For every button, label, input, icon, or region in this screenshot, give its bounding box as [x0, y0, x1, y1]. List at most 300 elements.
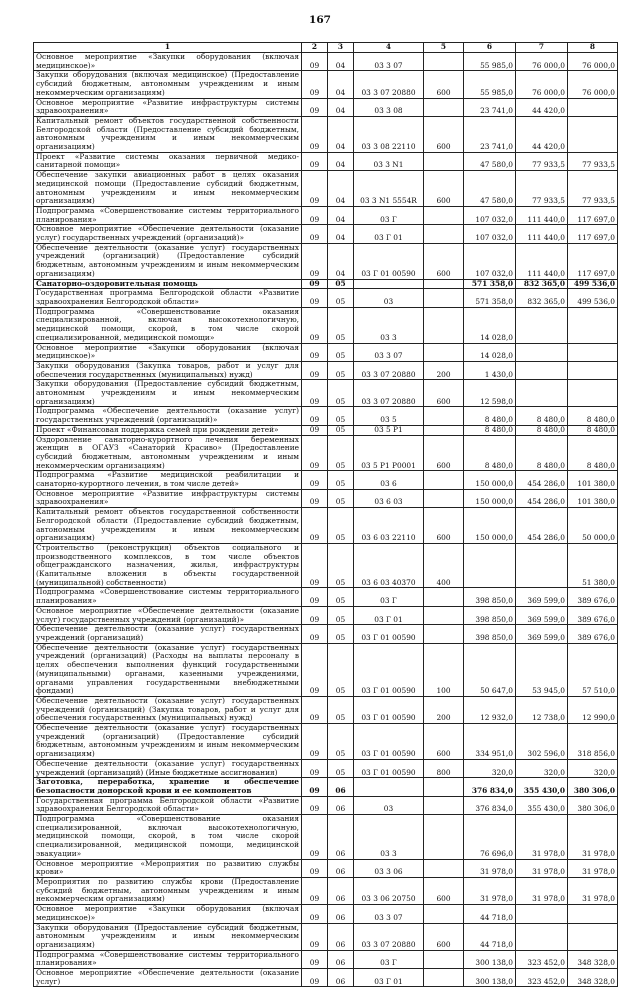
amount-year1-cell: 376 834,0: [464, 796, 516, 814]
section-code-cell: 09: [302, 625, 328, 643]
table-row: [34, 696, 618, 723]
row-name-cell: Основное мероприятие «Закупки оборудования (включая медицинское)»: [34, 343, 302, 361]
target-article-cell: 03 Г 01 00590: [354, 696, 424, 723]
expense-type-cell: [424, 969, 464, 987]
amount-year2-cell: 323 452,0: [516, 969, 568, 987]
target-article-cell: 03 3 08 22110: [354, 116, 424, 152]
amount-year2-cell: 832 365,0: [516, 279, 568, 289]
expense-type-cell: [424, 625, 464, 643]
amount-year3-cell: 50 000,0: [568, 508, 618, 544]
expense-type-cell: 600: [424, 508, 464, 544]
target-article-cell: 03 Г: [354, 950, 424, 968]
expense-type-cell: [424, 407, 464, 425]
amount-year3-cell: 117 697,0: [568, 225, 618, 243]
subsection-code-cell: 06: [328, 877, 354, 904]
section-code-cell: 09: [302, 905, 328, 923]
amount-year1-cell: 44 718,0: [464, 905, 516, 923]
table-row: [34, 435, 618, 471]
expense-type-cell: 100: [424, 643, 464, 696]
row-name-cell: Обеспечение деятельности (оказание услуг) государственных учреждений (организаций): [34, 625, 302, 643]
expense-type-cell: [424, 53, 464, 71]
expense-type-cell: 400: [424, 543, 464, 588]
budget-table: [33, 42, 618, 987]
amount-year1-cell: 107 032,0: [464, 225, 516, 243]
amount-year3-cell: 51 380,0: [568, 543, 618, 588]
amount-year2-cell: 44 420,0: [516, 116, 568, 152]
amount-year2-cell: 76 000,0: [516, 71, 568, 98]
amount-year1-cell: 12 598,0: [464, 380, 516, 407]
amount-year2-cell: 8 480,0: [516, 425, 568, 435]
section-code-cell: 09: [302, 543, 328, 588]
expense-type-cell: [424, 279, 464, 289]
subsection-code-cell: 04: [328, 243, 354, 279]
row-name-cell: Обеспечение деятельности (оказание услуг) государственных учреждений (организаций) (Иные бюджетные ассигнования): [34, 759, 302, 777]
amount-year2-cell: 369 599,0: [516, 606, 568, 624]
amount-year3-cell: 499 536,0: [568, 289, 618, 307]
amount-year2-cell: 454 286,0: [516, 471, 568, 489]
amount-year3-cell: 8 480,0: [568, 435, 618, 471]
amount-year2-cell: 8 480,0: [516, 407, 568, 425]
subsection-code-cell: 05: [328, 643, 354, 696]
expense-type-cell: [424, 307, 464, 343]
expense-type-cell: 600: [424, 380, 464, 407]
column-header: 6: [464, 43, 516, 53]
row-name-cell: Строительство (реконструкция) объектов социального и производственного комплексов, в том числе объектов общегражданского назначения, жилья, инфраструктуры (Капитальные вложения в объекты государственной (муниципальной) собственности): [34, 543, 302, 588]
table-row: [34, 343, 618, 361]
amount-year1-cell: 12 932,0: [464, 696, 516, 723]
table-row: [34, 877, 618, 904]
target-article-cell: 03 5: [354, 407, 424, 425]
amount-year2-cell: [516, 343, 568, 361]
subsection-code-cell: 04: [328, 53, 354, 71]
column-header: 8: [568, 43, 618, 53]
subsection-code-cell: 05: [328, 724, 354, 760]
row-name-cell: Основное мероприятие «Закупки оборудования (включая медицинское)»: [34, 905, 302, 923]
subsection-code-cell: 05: [328, 361, 354, 379]
subsection-code-cell: 04: [328, 152, 354, 170]
expense-type-cell: 600: [424, 877, 464, 904]
amount-year2-cell: 302 596,0: [516, 724, 568, 760]
amount-year2-cell: 832 365,0: [516, 289, 568, 307]
amount-year1-cell: 1 430,0: [464, 361, 516, 379]
row-name-cell: Санаторно-оздоровительная помощь: [34, 279, 302, 289]
amount-year3-cell: 117 697,0: [568, 206, 618, 224]
amount-year1-cell: 8 480,0: [464, 425, 516, 435]
expense-type-cell: [424, 905, 464, 923]
amount-year1-cell: 107 032,0: [464, 243, 516, 279]
amount-year2-cell: 8 480,0: [516, 435, 568, 471]
section-code-cell: 09: [302, 380, 328, 407]
table-row: [34, 489, 618, 507]
row-name-cell: Закупки оборудования (Закупка товаров, работ и услуг для обеспечения государственных (муниципальных) нужд): [34, 361, 302, 379]
target-article-cell: 03 Г 01 00590: [354, 724, 424, 760]
amount-year3-cell: 12 990,0: [568, 696, 618, 723]
table-row: [34, 643, 618, 696]
table-row: [34, 905, 618, 923]
subsection-code-cell: 05: [328, 407, 354, 425]
table-row: [34, 71, 618, 98]
section-code-cell: 09: [302, 877, 328, 904]
subsection-code-cell: 05: [328, 489, 354, 507]
expense-type-cell: 600: [424, 116, 464, 152]
amount-year1-cell: 8 480,0: [464, 407, 516, 425]
column-header: 4: [354, 43, 424, 53]
expense-type-cell: [424, 343, 464, 361]
section-code-cell: 09: [302, 206, 328, 224]
subsection-code-cell: 06: [328, 815, 354, 860]
amount-year1-cell: 31 978,0: [464, 859, 516, 877]
subsection-code-cell: 06: [328, 969, 354, 987]
section-code-cell: 09: [302, 923, 328, 950]
table-row: [34, 815, 618, 860]
section-code-cell: 09: [302, 815, 328, 860]
expense-type-cell: [424, 425, 464, 435]
amount-year1-cell: 55 985,0: [464, 53, 516, 71]
subsection-code-cell: 05: [328, 307, 354, 343]
table-row: [34, 289, 618, 307]
section-code-cell: 09: [302, 606, 328, 624]
amount-year1-cell: 150 000,0: [464, 471, 516, 489]
expense-type-cell: 200: [424, 361, 464, 379]
target-article-cell: 03 6: [354, 471, 424, 489]
target-article-cell: 03 3: [354, 815, 424, 860]
amount-year1-cell: 44 718,0: [464, 923, 516, 950]
row-name-cell: Подпрограмма «Совершенствование системы территориального планирования»: [34, 588, 302, 606]
subsection-code-cell: 06: [328, 859, 354, 877]
expense-type-cell: [424, 796, 464, 814]
table-row: [34, 307, 618, 343]
amount-year3-cell: 31 978,0: [568, 877, 618, 904]
table-row: [34, 98, 618, 116]
subsection-code-cell: 05: [328, 343, 354, 361]
amount-year1-cell: 300 138,0: [464, 969, 516, 987]
amount-year2-cell: 355 430,0: [516, 778, 568, 796]
row-name-cell: Закупки оборудования (включая медицинское) (Предоставление субсидий бюджетным, автономным учреждениям и иным некоммерческим организациям): [34, 71, 302, 98]
amount-year2-cell: 355 430,0: [516, 796, 568, 814]
amount-year3-cell: 380 306,0: [568, 796, 618, 814]
row-name-cell: Государственная программа Белгородской области «Развитие здравоохранения Белгородской области»: [34, 289, 302, 307]
table-row: [34, 116, 618, 152]
amount-year3-cell: 380 306,0: [568, 778, 618, 796]
amount-year3-cell: [568, 380, 618, 407]
amount-year1-cell: 55 985,0: [464, 71, 516, 98]
page-number: 167: [309, 14, 331, 26]
target-article-cell: 03 6 03 22110: [354, 508, 424, 544]
table-row: [34, 425, 618, 435]
target-article-cell: 03 3 07: [354, 343, 424, 361]
amount-year2-cell: 111 440,0: [516, 243, 568, 279]
amount-year1-cell: 107 032,0: [464, 206, 516, 224]
amount-year2-cell: 53 945,0: [516, 643, 568, 696]
expense-type-cell: [424, 859, 464, 877]
expense-type-cell: [424, 289, 464, 307]
section-code-cell: 09: [302, 343, 328, 361]
amount-year1-cell: 320,0: [464, 759, 516, 777]
expense-type-cell: [424, 225, 464, 243]
column-header: 1: [34, 43, 302, 53]
target-article-cell: 03 3 07: [354, 905, 424, 923]
amount-year2-cell: [516, 380, 568, 407]
expense-type-cell: 600: [424, 71, 464, 98]
amount-year3-cell: 31 978,0: [568, 859, 618, 877]
section-code-cell: 09: [302, 696, 328, 723]
amount-year2-cell: 12 738,0: [516, 696, 568, 723]
amount-year2-cell: 454 286,0: [516, 508, 568, 544]
amount-year3-cell: 76 000,0: [568, 71, 618, 98]
amount-year1-cell: 23 741,0: [464, 98, 516, 116]
section-code-cell: 09: [302, 724, 328, 760]
amount-year3-cell: 77 933,5: [568, 171, 618, 207]
section-code-cell: 09: [302, 759, 328, 777]
target-article-cell: 03: [354, 796, 424, 814]
target-article-cell: 03 3 07 20880: [354, 361, 424, 379]
table-row: [34, 53, 618, 71]
table-row: [34, 969, 618, 987]
expense-type-cell: [424, 588, 464, 606]
target-article-cell: 03 Г 01: [354, 606, 424, 624]
row-name-cell: Государственная программа Белгородской области «Развитие здравоохранения Белгородской области»: [34, 796, 302, 814]
subsection-code-cell: 06: [328, 923, 354, 950]
row-name-cell: Подпрограмма «Совершенствование оказания специализированной, включая высокотехнологичную, медицинской помощи, скорой, в том числе скорой специализированной, медицинской помощи»: [34, 307, 302, 343]
subsection-code-cell: 04: [328, 98, 354, 116]
amount-year2-cell: 31 978,0: [516, 877, 568, 904]
subsection-code-cell: 06: [328, 796, 354, 814]
row-name-cell: Обеспечение деятельности (оказание услуг) государственных учреждений (организаций) (Закупка товаров, работ и услуг для обеспечения государственных (муниципальных) нужд): [34, 696, 302, 723]
target-article-cell: 03 Г 01 00590: [354, 243, 424, 279]
target-article-cell: [354, 279, 424, 289]
row-name-cell: Основное мероприятие «Обеспечение деятельности (оказание услуг) государственных учреждений (организаций)»: [34, 606, 302, 624]
table-row: [34, 588, 618, 606]
row-name-cell: Подпрограмма «Развитие медицинской реабилитации и санаторно-курортного лечения, в том числе детей»: [34, 471, 302, 489]
expense-type-cell: 800: [424, 759, 464, 777]
row-name-cell: Основное мероприятие «Мероприятия по развитию службы крови»: [34, 859, 302, 877]
target-article-cell: 03 3 N1: [354, 152, 424, 170]
expense-type-cell: [424, 950, 464, 968]
section-code-cell: 09: [302, 71, 328, 98]
amount-year3-cell: 389 676,0: [568, 606, 618, 624]
amount-year3-cell: [568, 307, 618, 343]
amount-year1-cell: 334 951,0: [464, 724, 516, 760]
section-code-cell: 09: [302, 171, 328, 207]
target-article-cell: 03 5 P1 P0001: [354, 435, 424, 471]
subsection-code-cell: 05: [328, 508, 354, 544]
amount-year2-cell: 111 440,0: [516, 206, 568, 224]
column-header: 7: [516, 43, 568, 53]
amount-year2-cell: 323 452,0: [516, 950, 568, 968]
section-code-cell: 09: [302, 508, 328, 544]
target-article-cell: 03 Г: [354, 206, 424, 224]
table-row: [34, 171, 618, 207]
expense-type-cell: 600: [424, 435, 464, 471]
target-article-cell: 03 6 03 40370: [354, 543, 424, 588]
row-name-cell: Проект «Развитие системы оказания первичной медико-санитарной помощи»: [34, 152, 302, 170]
table-row: [34, 724, 618, 760]
amount-year3-cell: [568, 98, 618, 116]
target-article-cell: [354, 778, 424, 796]
row-name-cell: Закупки оборудования (Предоставление субсидий бюджетным, автономным учреждениям и иным некоммерческим организациям): [34, 380, 302, 407]
amount-year1-cell: 571 358,0: [464, 289, 516, 307]
expense-type-cell: [424, 489, 464, 507]
amount-year1-cell: 398 850,0: [464, 606, 516, 624]
expense-type-cell: [424, 152, 464, 170]
section-code-cell: 09: [302, 152, 328, 170]
amount-year1-cell: 376 834,0: [464, 778, 516, 796]
row-name-cell: Подпрограмма «Совершенствование оказания специализированной, включая высокотехнологичную, медицинской помощи, скорой, в том числе скорой специализированной, медицинской помощи, медицинской эвакуации»: [34, 815, 302, 860]
expense-type-cell: 600: [424, 243, 464, 279]
amount-year2-cell: 31 978,0: [516, 859, 568, 877]
section-code-cell: 09: [302, 425, 328, 435]
target-article-cell: 03: [354, 289, 424, 307]
column-header: 5: [424, 43, 464, 53]
section-code-cell: 09: [302, 778, 328, 796]
table-row: [34, 923, 618, 950]
target-article-cell: 03 Г 01: [354, 225, 424, 243]
section-code-cell: 09: [302, 243, 328, 279]
table-row: [34, 380, 618, 407]
row-name-cell: Капитальный ремонт объектов государственной собственности Белгородской области (Предоставление субсидий бюджетным, автономным учреждениям и иным некоммерческим организациям): [34, 116, 302, 152]
subsection-code-cell: 05: [328, 696, 354, 723]
amount-year2-cell: 77 933,5: [516, 152, 568, 170]
amount-year3-cell: 8 480,0: [568, 425, 618, 435]
table-row: [34, 796, 618, 814]
amount-year1-cell: 150 000,0: [464, 489, 516, 507]
amount-year1-cell: 14 028,0: [464, 307, 516, 343]
row-name-cell: Оздоровление санаторно-курортного лечения беременных женщин в ОГАУЗ «Санаторий Красиво» (Предоставление субсидий бюджетным, автономным учреждениям и иным некоммерческим организациям): [34, 435, 302, 471]
target-article-cell: 03 3 07: [354, 53, 424, 71]
subsection-code-cell: 06: [328, 778, 354, 796]
subsection-code-cell: 05: [328, 606, 354, 624]
amount-year3-cell: 389 676,0: [568, 625, 618, 643]
section-code-cell: 09: [302, 361, 328, 379]
table-body: [34, 53, 618, 987]
target-article-cell: 03 5 P1: [354, 425, 424, 435]
amount-year1-cell: 150 000,0: [464, 508, 516, 544]
amount-year1-cell: 31 978,0: [464, 877, 516, 904]
amount-year2-cell: 369 599,0: [516, 588, 568, 606]
table-row: [34, 859, 618, 877]
amount-year3-cell: 318 856,0: [568, 724, 618, 760]
subsection-code-cell: 04: [328, 116, 354, 152]
amount-year2-cell: 77 933,5: [516, 171, 568, 207]
amount-year3-cell: 77 933,5: [568, 152, 618, 170]
row-name-cell: Основное мероприятие «Обеспечение деятельности (оказание услуг) государственных учреждений (организаций)»: [34, 225, 302, 243]
table-row: [34, 361, 618, 379]
amount-year2-cell: [516, 543, 568, 588]
amount-year2-cell: [516, 905, 568, 923]
column-header: 2: [302, 43, 328, 53]
row-name-cell: Основное мероприятие «Обеспечение деятельности (оказание услуг): [34, 969, 302, 987]
amount-year1-cell: 50 647,0: [464, 643, 516, 696]
table-row: [34, 407, 618, 425]
table-row: [34, 471, 618, 489]
subsection-code-cell: 06: [328, 905, 354, 923]
subsection-code-cell: 05: [328, 588, 354, 606]
section-code-cell: 09: [302, 859, 328, 877]
row-name-cell: Основное мероприятие «Закупки оборудования (включая медицинское)»: [34, 53, 302, 71]
amount-year1-cell: [464, 543, 516, 588]
amount-year3-cell: [568, 905, 618, 923]
subsection-code-cell: 05: [328, 543, 354, 588]
amount-year1-cell: 76 696,0: [464, 815, 516, 860]
table-row: [34, 543, 618, 588]
target-article-cell: 03 3 07 20880: [354, 380, 424, 407]
target-article-cell: 03 Г 01 00590: [354, 643, 424, 696]
row-name-cell: Обеспечение деятельности (оказание услуг) государственных учреждений (организаций) (Предоставление субсидий бюджетным, автономным учреждениям и иным некоммерческим организациям): [34, 724, 302, 760]
row-name-cell: Обеспечение закупки авиационных работ в целях оказания медицинской помощи (Предоставление субсидий бюджетным, автономным учреждениям и иным некоммерческим организациям): [34, 171, 302, 207]
expense-type-cell: [424, 98, 464, 116]
expense-type-cell: [424, 606, 464, 624]
section-code-cell: 09: [302, 289, 328, 307]
section-code-cell: 09: [302, 796, 328, 814]
section-code-cell: 09: [302, 471, 328, 489]
table-row: [34, 243, 618, 279]
amount-year1-cell: 23 741,0: [464, 116, 516, 152]
amount-year3-cell: [568, 343, 618, 361]
expense-type-cell: 600: [424, 923, 464, 950]
amount-year3-cell: 320,0: [568, 759, 618, 777]
amount-year3-cell: [568, 923, 618, 950]
section-code-cell: 09: [302, 98, 328, 116]
amount-year2-cell: 111 440,0: [516, 225, 568, 243]
row-name-cell: Капитальный ремонт объектов государственной собственности Белгородской области (Предоставление субсидий бюджетным, автономным учреждениям и иным некоммерческим организациям): [34, 508, 302, 544]
amount-year1-cell: 8 480,0: [464, 435, 516, 471]
section-code-cell: 09: [302, 53, 328, 71]
subsection-code-cell: 04: [328, 225, 354, 243]
subsection-code-cell: 05: [328, 289, 354, 307]
amount-year3-cell: 8 480,0: [568, 407, 618, 425]
subsection-code-cell: 04: [328, 171, 354, 207]
row-name-cell: Основное мероприятие «Развитие инфраструктуры системы здравоохранения»: [34, 98, 302, 116]
amount-year2-cell: 454 286,0: [516, 489, 568, 507]
table-row: [34, 778, 618, 796]
table-header-row: [34, 43, 618, 53]
target-article-cell: 03 3 N1 5554R: [354, 171, 424, 207]
amount-year3-cell: 101 380,0: [568, 489, 618, 507]
section-code-cell: 09: [302, 643, 328, 696]
row-name-cell: Основное мероприятие «Развитие инфраструктуры системы здравоохранения»: [34, 489, 302, 507]
target-article-cell: 03 3 07 20880: [354, 923, 424, 950]
amount-year2-cell: [516, 307, 568, 343]
amount-year3-cell: 348 328,0: [568, 950, 618, 968]
amount-year3-cell: 76 000,0: [568, 53, 618, 71]
amount-year2-cell: 369 599,0: [516, 625, 568, 643]
subsection-code-cell: 05: [328, 380, 354, 407]
expense-type-cell: [424, 815, 464, 860]
section-code-cell: 09: [302, 969, 328, 987]
amount-year2-cell: 44 420,0: [516, 98, 568, 116]
amount-year1-cell: 571 358,0: [464, 279, 516, 289]
subsection-code-cell: 06: [328, 950, 354, 968]
section-code-cell: 09: [302, 435, 328, 471]
subsection-code-cell: 05: [328, 435, 354, 471]
section-code-cell: 09: [302, 116, 328, 152]
table-row: [34, 225, 618, 243]
amount-year3-cell: [568, 361, 618, 379]
amount-year1-cell: 300 138,0: [464, 950, 516, 968]
target-article-cell: 03 Г 01 00590: [354, 759, 424, 777]
amount-year1-cell: 14 028,0: [464, 343, 516, 361]
target-article-cell: 03 6 03: [354, 489, 424, 507]
section-code-cell: 09: [302, 489, 328, 507]
subsection-code-cell: 05: [328, 471, 354, 489]
table-row: [34, 606, 618, 624]
row-name-cell: Подпрограмма «Обеспечение деятельности (оказание услуг) государственных учреждений (организаций)»: [34, 407, 302, 425]
table-row: [34, 950, 618, 968]
table-row: [34, 625, 618, 643]
amount-year3-cell: 101 380,0: [568, 471, 618, 489]
column-header: 3: [328, 43, 354, 53]
amount-year3-cell: 499 536,0: [568, 279, 618, 289]
